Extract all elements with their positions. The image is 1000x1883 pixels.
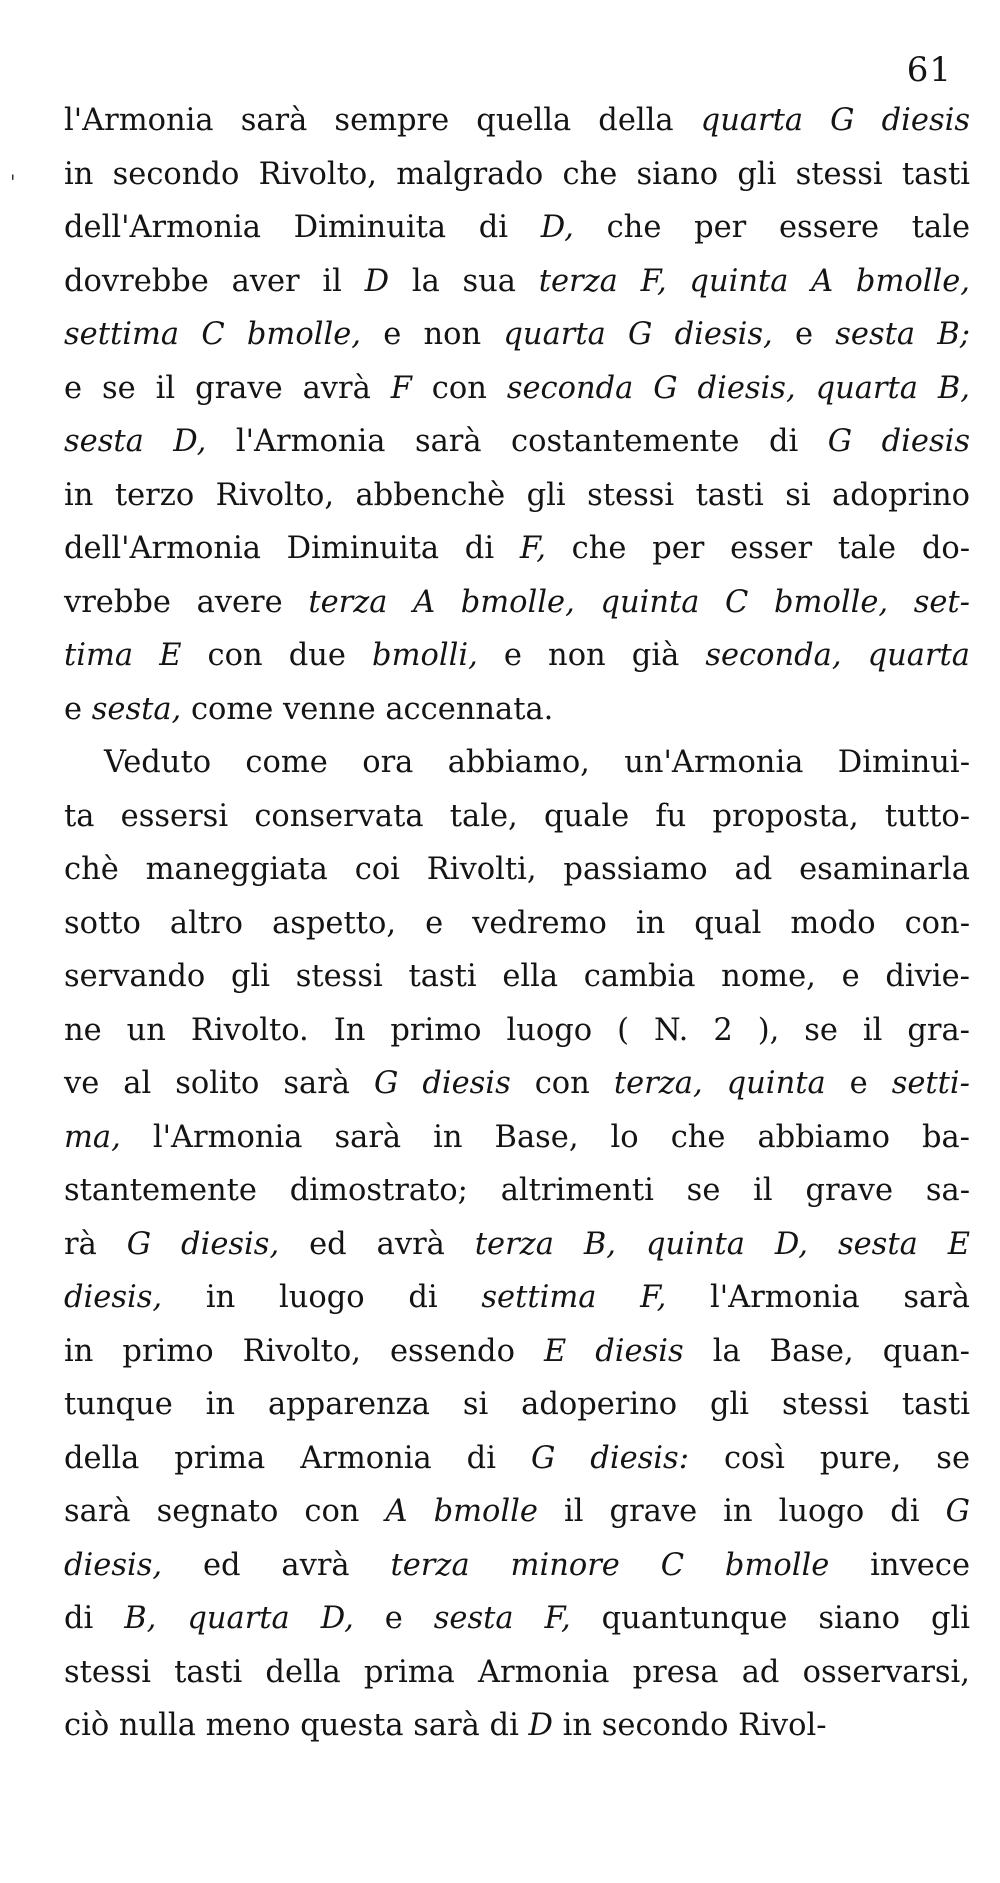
text-line	[64, 148, 970, 202]
text-line	[64, 736, 970, 790]
text-span: dell'Armonia Diminuita di	[64, 531, 520, 566]
margin-mark: '	[10, 170, 16, 194]
text-line	[64, 1699, 970, 1753]
text-span: ed avrà	[162, 1547, 391, 1583]
italic-text: settima F,	[481, 1280, 667, 1315]
text-span: l'Armonia sarà	[666, 1280, 970, 1315]
italic-text: diesis,	[64, 1547, 163, 1583]
text-span: la Base, quan-	[683, 1333, 970, 1369]
text-span: ciò nulla meno questa sarà di	[64, 1708, 529, 1743]
italic-text: B, quarta D,	[124, 1601, 354, 1636]
italic-text: D	[528, 1708, 553, 1743]
text-span: della prima Armonia di	[64, 1440, 531, 1476]
text-span: l'Armonia sarà sempre quella della	[64, 103, 701, 138]
text-line	[64, 522, 970, 576]
text-span: sotto altro aspetto, e vedremo in qual modo con-	[64, 905, 970, 941]
text-line	[64, 201, 970, 255]
italic-text: G diesis	[373, 1066, 511, 1101]
text-line	[64, 1646, 970, 1700]
text-line	[64, 1592, 970, 1646]
italic-text: F,	[519, 531, 546, 566]
text-span: sarà segnato con	[64, 1494, 386, 1529]
italic-text: E diesis	[543, 1333, 684, 1369]
text-span: quantunque siano gli	[570, 1601, 970, 1636]
italic-text: ma,	[64, 1119, 121, 1155]
italic-text: D	[364, 263, 390, 299]
text-line	[64, 1325, 970, 1379]
text-span: in secondo Rivol-	[552, 1708, 827, 1743]
text-span: ta essersi conservata tale, quale fu proposta, tutto-	[64, 798, 970, 834]
text-line	[64, 308, 970, 362]
italic-text: seconda G diesis, quarta B,	[506, 370, 970, 406]
text-line	[64, 1378, 970, 1432]
text-line	[64, 1057, 970, 1111]
text-span: ne un Rivolto. In primo luogo ( N. 2 ), se il gra-	[64, 1012, 970, 1048]
text-line	[64, 843, 970, 897]
text-line	[64, 1004, 970, 1058]
text-span: di	[64, 1601, 125, 1636]
text-span: che per esser tale do-	[545, 531, 971, 566]
text-span: dovrebbe aver il	[64, 263, 365, 299]
italic-text: setti-	[891, 1066, 970, 1101]
text-span: tunque in apparenza si adoperino gli stessi tasti	[64, 1387, 970, 1422]
italic-text: sesta D,	[64, 424, 207, 459]
text-span: in secondo Rivolto, malgrado che siano gli stessi tasti	[64, 156, 970, 192]
text-span: invece	[829, 1547, 970, 1583]
text-line	[64, 897, 970, 951]
text-span: e se il grave avrà	[64, 370, 391, 406]
text-span: e non	[360, 317, 504, 352]
text-span: in terzo Rivolto, abbenchè gli stessi tasti si adoprino	[64, 477, 970, 513]
text-line	[64, 1271, 970, 1325]
italic-text: settima C bmolle,	[64, 317, 361, 352]
text-span: così pure, se	[688, 1440, 970, 1476]
text-line	[64, 1218, 970, 1272]
text-span: e	[772, 317, 836, 352]
text-span: il grave in luogo di	[537, 1494, 946, 1529]
italic-text: G diesis	[827, 424, 970, 459]
text-line	[64, 683, 970, 737]
text-span: con	[411, 370, 507, 406]
text-line	[64, 1164, 970, 1218]
italic-text: G	[945, 1494, 971, 1529]
text-span: rà	[64, 1226, 127, 1262]
text-line	[64, 1432, 970, 1486]
italic-text: sesta F,	[433, 1601, 571, 1636]
italic-text: A bmolle	[385, 1494, 538, 1529]
text-span: la sua	[389, 263, 539, 299]
text-span: servando gli stessi tasti ella cambia nome, e divie-	[64, 959, 970, 994]
italic-text: G diesis:	[530, 1440, 689, 1476]
text-span: ve al solito sarà	[64, 1066, 374, 1101]
text-span: Veduto come ora abbiamo, un'Armonia Diminui-	[104, 745, 970, 780]
text-span: dell'Armonia Diminuita di	[64, 210, 541, 245]
body-text	[64, 94, 970, 1753]
italic-text: sesta B;	[835, 317, 970, 352]
italic-text: seconda, quarta	[705, 638, 970, 673]
text-line	[64, 576, 970, 630]
text-span: che per essere tale	[573, 210, 970, 245]
italic-text: terza, quinta	[613, 1066, 826, 1101]
text-span: e	[64, 691, 92, 727]
text-span: l'Armonia sarà in Base, lo che abbiamo ba-	[120, 1119, 970, 1155]
paragraph	[64, 736, 970, 1753]
text-line	[64, 1539, 970, 1593]
italic-text: terza F, quinta A bmolle,	[538, 263, 970, 299]
text-span: ed avrà	[279, 1226, 475, 1262]
text-span: con due	[181, 638, 373, 673]
text-line	[64, 950, 970, 1004]
paragraph	[64, 94, 970, 736]
page-number: 61	[906, 50, 952, 90]
text-line	[64, 255, 970, 309]
text-span: chè maneggiata coi Rivolti, passiamo ad esaminarla	[64, 852, 970, 887]
text-line	[64, 1485, 970, 1539]
text-line	[64, 790, 970, 844]
text-span: stantemente dimostrato; altrimenti se il grave sa-	[64, 1173, 970, 1208]
text-line	[64, 629, 970, 683]
italic-text: quarta G diesis,	[503, 317, 773, 352]
italic-text: bmolli,	[372, 638, 478, 673]
text-span: l'Armonia sarà costantemente di	[206, 424, 828, 459]
text-span: come venne accennata.	[181, 691, 554, 727]
text-span: in primo Rivolto, essendo	[64, 1333, 544, 1369]
text-line	[64, 94, 970, 148]
text-line	[64, 1111, 970, 1165]
italic-text: F	[390, 370, 412, 406]
italic-text: G diesis,	[126, 1226, 280, 1262]
text-span: con	[510, 1066, 614, 1101]
italic-text: sesta,	[91, 691, 182, 727]
text-span: e	[353, 1601, 434, 1636]
italic-text: D,	[540, 210, 574, 245]
italic-text: terza A bmolle, quinta C bmolle, set-	[308, 584, 970, 620]
text-line	[64, 362, 970, 416]
italic-text: quarta G diesis	[700, 103, 970, 138]
text-span: e	[825, 1066, 892, 1101]
italic-text: terza minore C bmolle	[390, 1547, 830, 1583]
italic-text: diesis,	[64, 1280, 163, 1315]
text-span: in luogo di	[162, 1280, 482, 1315]
italic-text: terza B, quinta D, sesta E	[474, 1226, 970, 1262]
text-span: vrebbe avere	[64, 584, 309, 620]
text-span: e non già	[477, 638, 706, 673]
text-line	[64, 469, 970, 523]
italic-text: tima E	[64, 638, 182, 673]
text-line	[64, 415, 970, 469]
text-span: stessi tasti della prima Armonia presa ad osservarsi,	[64, 1654, 970, 1690]
